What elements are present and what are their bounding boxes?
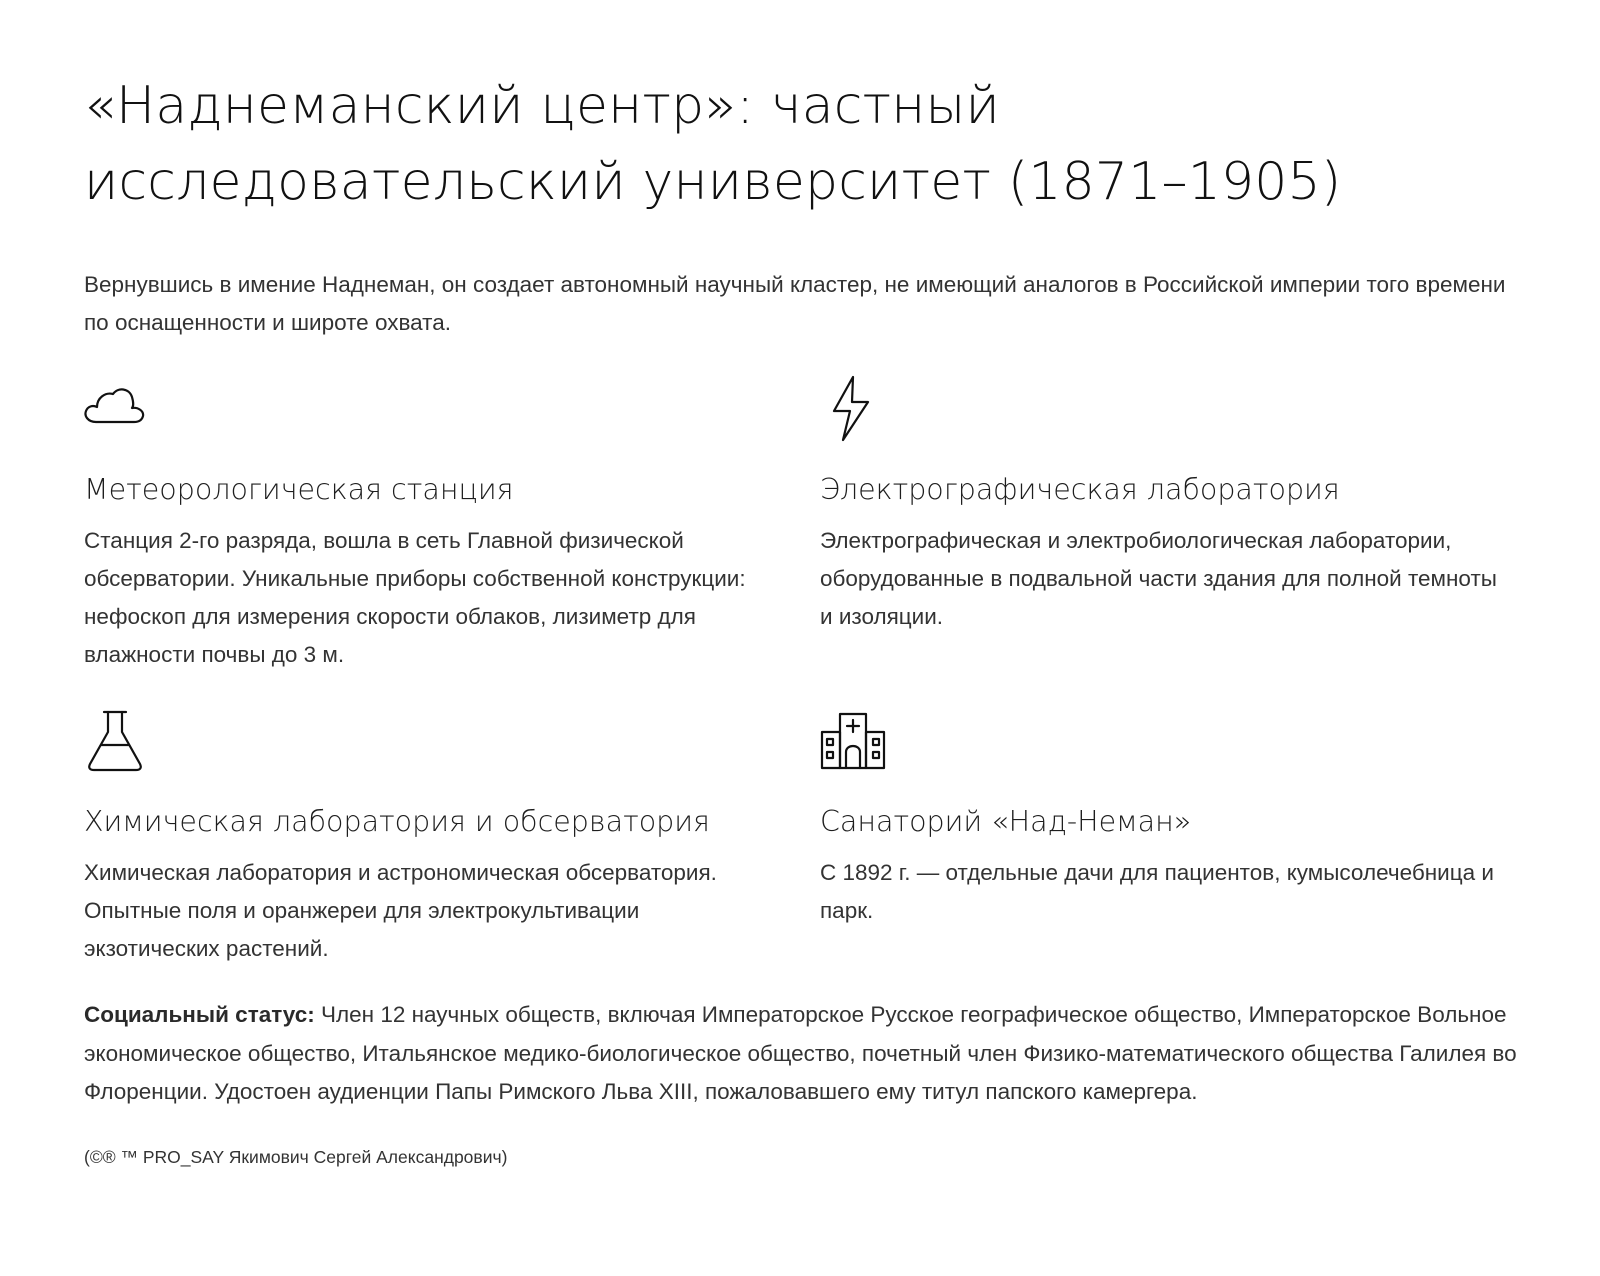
feature-description: Электрографическая и электробиологическая лаборатории, оборудованные в подвальной части здания для полной темноты и изоляции. [820,528,1497,629]
social-status-label: Социальный статус: [84,1002,315,1027]
feature-title: Электрографическая лаборатория [820,473,1340,506]
feature-electrographic-lab [820,376,1520,674]
lightning-icon [820,376,886,442]
features-grid [84,376,1516,968]
hospital-icon [820,708,886,774]
feature-title: Метеорологическая станция [84,473,514,506]
feature-sanatorium [820,708,1520,968]
feature-meteorological-station [84,376,820,674]
page-title: «Наднеманский центр»: частный исследовательский университет (1871–1905) [84,76,1342,212]
social-status-paragraph [84,996,1534,1112]
feature-title: Химическая лаборатория и обсерватория [84,805,710,838]
feature-description: С 1892 г. — отдельные дачи для пациентов, кумысолечебница и парк. [820,860,1494,923]
feature-description: Химическая лаборатория и астрономическая обсерватория. Опытные поля и оранжереи для электрокультивации экзотических растений. [84,860,717,961]
intro-paragraph: Вернувшись в имение Наднеман, он создает автономный научный кластер, не имеющий аналогов в Российской империи того времени по оснащенности и широте охвата. [84,272,1506,335]
feature-chemical-lab [84,708,820,968]
social-status-text: Член 12 научных обществ, включая Императорское Русское географическое общество, Императорское Вольное экономическое общество, Итальянское медико-биологическое общество, почетный член Физико-математического общества Галилея во Флоренции. Удостоен аудиенции Папы Римского Льва XIII, пожаловавшего ему титул папского камергера. [84,1002,1517,1104]
feature-description: Станция 2-го разряда, вошла в сеть Главной физической обсерватории. Уникальные приборы собственной конструкции: нефоскоп для измерения скорости облаков, лизиметр для влажности почвы до 3 м. [84,528,746,667]
cloud-icon [84,376,150,442]
copyright-note: (©® ™ PRO_SAY Якимович Сергей Александрович) [84,1146,508,1167]
feature-title: Санаторий «Над-Неман» [820,805,1192,838]
flask-icon [84,708,150,774]
